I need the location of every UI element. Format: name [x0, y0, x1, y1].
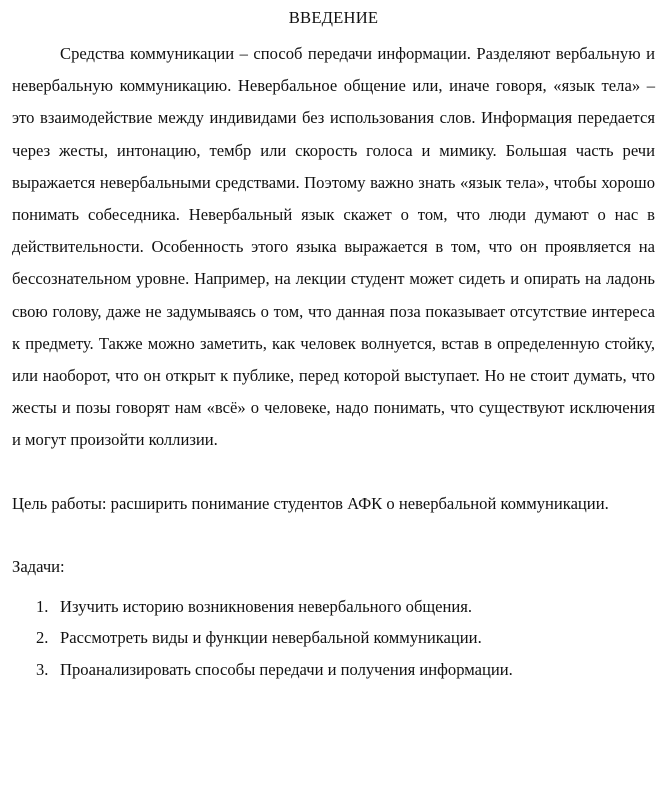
- task-text: Проанализировать способы передачи и получения информации.: [60, 659, 513, 679]
- task-item-3: [12, 654, 655, 686]
- task-item-1: [12, 591, 655, 623]
- document-page: [12, 0, 655, 685]
- task-item-2: [12, 622, 655, 654]
- task-text: Рассмотреть виды и функции невербальной коммуникации.: [60, 628, 482, 648]
- task-list: [12, 591, 655, 686]
- task-number: 3.: [36, 659, 49, 679]
- intro-paragraph: Средства коммуникации – способ передачи информации. Разделяют вербальную и невербальную коммуникацию. Невербальное общение или, иначе говоря, «язык тела» – это взаимодействие между индивидами без использования слов. Информация передается через жесты, интонацию, тембр или скорость голоса и мимику. Большая часть речи выражается невербальными средствами. Поэтому важно знать «язык тела», чтобы хорошо понимать собеседника. Невербальный язык скажет о том, что люди думают о нас в действительности. Особенность этого языка выражается в том, что он проявляется на бессознательном уровне. Например, на лекции студент может сидеть и опирать на ладонь свою голову, даже не задумываясь о том, что данная поза показывает отсутствие интереса к предмету. Также можно заметить, как человек волнуется, встав в определенную стойку, или наоборот, что он открыт к публике, перед которой выступает. Но не стоит думать, что жесты и позы говорят нам «всё» о человеке, надо понимать, что существуют исключения и могут произойти коллизии.: [12, 44, 655, 450]
- task-text: Изучить историю возникновения невербального общения.: [60, 596, 473, 616]
- tasks-label: Задачи:: [12, 556, 65, 576]
- goal-paragraph: Цель работы: расширить понимание студентов АФК о невербальной коммуникации.: [12, 493, 609, 513]
- task-number: 2.: [36, 628, 49, 648]
- task-number: 1.: [36, 596, 49, 616]
- document-title: ВВЕДЕНИЕ: [288, 8, 379, 27]
